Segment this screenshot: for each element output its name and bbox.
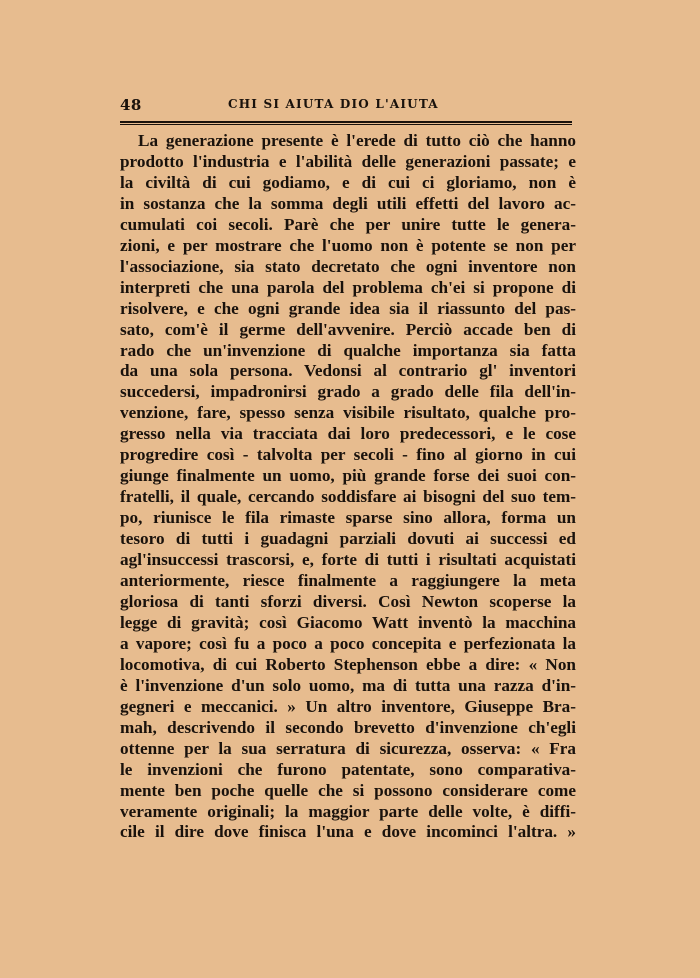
text-line: la civiltà di cui godiamo, e di cui ci gloriamo, non è: [120, 172, 576, 192]
text-line: in sostanza che la somma degli utili effetti del lavoro ac-: [120, 193, 576, 213]
text-line: gegneri e meccanici. » Un altro inventore, Giuseppe Bra-: [120, 696, 576, 716]
text-line: giunge finalmente un uomo, più grande forse dei suoi con-: [120, 466, 576, 486]
text-line: agl'insuccessi trascorsi, e, forte di tutti i risultati acquistati: [120, 550, 576, 570]
text-line: mente ben poche quelle che si possono considerare come: [120, 780, 576, 800]
text-line: veramente originali; la maggior parte delle volte, è diffi-: [120, 801, 576, 821]
text-line: anteriormente, riesce finalmente a raggiungere la meta: [120, 571, 576, 591]
text-line: gloriosa di tanti sforzi diversi. Così Newton scoperse la: [120, 591, 576, 611]
text-line: sato, com'è il germe dell'avvenire. Perciò accade ben di: [120, 319, 576, 339]
text-line: tesoro di tutti i guadagni parziali dovuti ai successi ed: [120, 529, 576, 549]
text-line: fratelli, il quale, cercando soddisfare ai bisogni del suo tem-: [120, 487, 576, 507]
text-line: po, riunisce le fila rimaste sparse sino allora, forma un: [120, 508, 576, 528]
text-line: progredire così - talvolta per secoli - fino al giorno in cui: [120, 445, 576, 465]
header-rule: [120, 121, 572, 123]
text-line: gresso nella via tracciata dai loro predecessori, e le cose: [120, 424, 576, 444]
text-line: rado che un'invenzione di qualche importanza sia fatta: [120, 340, 576, 360]
text-line: locomotiva, di cui Roberto Stephenson ebbe a dire: « Non: [120, 654, 576, 674]
text-line: è l'invenzione d'un solo uomo, ma di tutta una razza d'in-: [120, 675, 576, 695]
text-line: risolvere, e che ogni grande idea sia il riassunto del pas-: [120, 298, 576, 318]
header-rule-thin: [120, 124, 572, 125]
text-line: ottenne per la sua serratura di sicurezza, osserva: « Fra: [120, 738, 576, 758]
text-line: succedersi, impadronirsi grado a grado delle fila dell'in-: [120, 382, 576, 402]
text-line: mah, descrivendo il secondo brevetto d'invenzione ch'egli: [120, 717, 576, 737]
text-line: legge di gravità; così Giacomo Watt inventò la macchina: [120, 612, 576, 632]
text-line: prodotto l'industria e l'abilità delle generazioni passate; e: [120, 151, 576, 171]
text-line: cumulati coi secoli. Parè che per unire tutte le genera-: [120, 214, 576, 234]
page-number: 48: [120, 96, 142, 114]
text-line: le invenzioni che furono patentate, sono comparativa-: [120, 759, 576, 779]
running-head: CHI SI AIUTA DIO L'AIUTA: [228, 97, 439, 111]
text-line: l'associazione, sia stato decretato che ogni inventore non: [120, 256, 576, 276]
body-text: [120, 131, 576, 843]
text-line: zioni, e per mostrare che l'uomo non è potente se non per: [120, 235, 576, 255]
text-line: da una sola persona. Vedonsi al contrario gl' inventori: [120, 361, 576, 381]
text-line: interpreti che una parola del problema ch'ei si propone di: [120, 277, 576, 297]
text-line: venzione, fare, spesso senza visibile risultato, qualche pro-: [120, 403, 576, 423]
text-line: La generazione presente è l'erede di tutto ciò che hanno: [138, 131, 576, 150]
text-line: cile il dire dove finisca l'una e dove incominci l'altra. »: [120, 822, 576, 842]
text-line: a vapore; così fu a poco a poco concepita e perfezionata la: [120, 633, 576, 653]
